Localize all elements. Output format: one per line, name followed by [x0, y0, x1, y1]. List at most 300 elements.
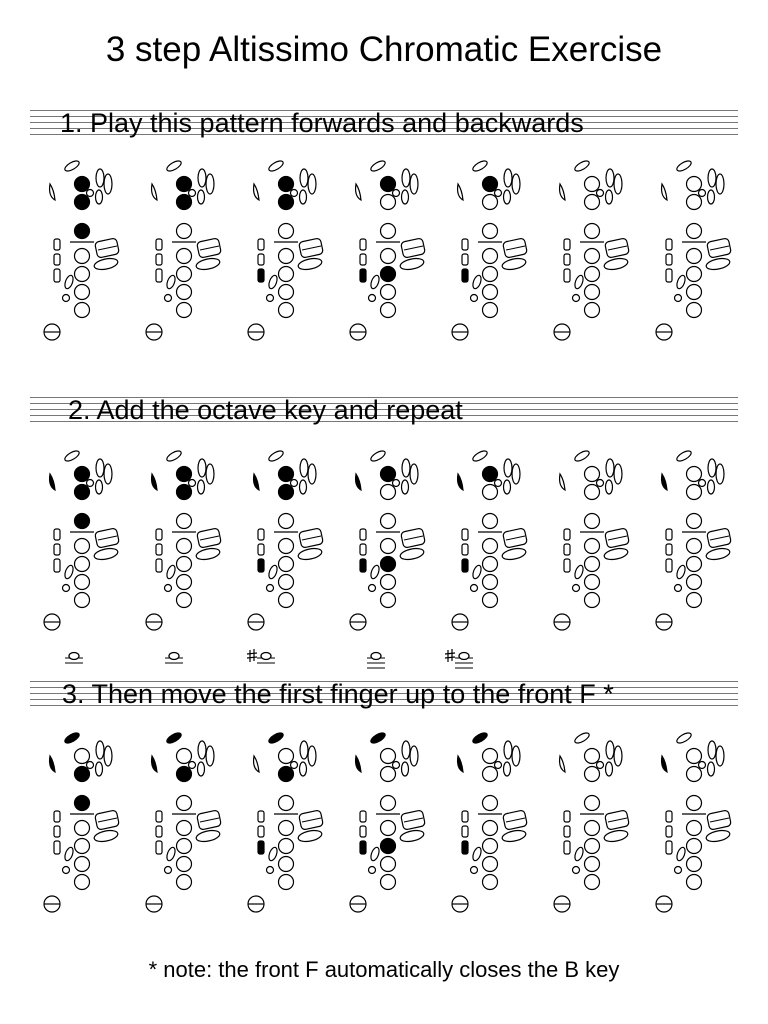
left-3-key [177, 224, 192, 239]
note-symbol [354, 646, 394, 676]
side-e-key [462, 811, 468, 822]
side-c-upper-key [462, 254, 468, 265]
side-c-upper-key [156, 254, 162, 265]
right-3-key [483, 285, 498, 300]
side-c-upper-key [258, 254, 264, 265]
right-4-key [381, 303, 396, 318]
right-4-key [75, 593, 90, 608]
palm-eb-key [410, 464, 418, 484]
right-4-key [687, 875, 702, 890]
sharp-sign [445, 649, 455, 662]
right-1-key [75, 821, 90, 836]
right-1-key [279, 539, 294, 554]
low-c-key [369, 867, 376, 874]
right-3-key [177, 857, 192, 872]
note-head [69, 653, 79, 660]
left-1-key [381, 749, 396, 764]
right-3-key [483, 857, 498, 872]
side-fsharp-key [369, 846, 380, 862]
pinky-bb-key [501, 829, 527, 844]
side-e-key [54, 811, 60, 822]
side-c-upper-key [54, 544, 60, 555]
side-c-key [564, 841, 570, 854]
left-1-key [585, 467, 600, 482]
left-1-key [687, 467, 702, 482]
palm-d-key [606, 741, 614, 759]
side-c-key [360, 841, 366, 854]
bis-key [597, 190, 604, 197]
side-e-key [564, 811, 570, 822]
octave-key [254, 184, 259, 200]
front-f-key [63, 732, 80, 745]
side-c-upper-key [462, 826, 468, 837]
left-2-key [177, 195, 192, 210]
left-2-key [585, 485, 600, 500]
low-c-key [267, 867, 274, 874]
right-3-key [75, 285, 90, 300]
right-2-key [279, 557, 294, 572]
octave-key [458, 184, 463, 200]
right-4-key [585, 303, 600, 318]
side-c-key [462, 559, 468, 572]
palm-eb-key [308, 464, 316, 484]
left-2-key [279, 767, 294, 782]
front-f-key [471, 450, 488, 463]
right-2-key [177, 267, 192, 282]
side-c-upper-key [564, 826, 570, 837]
octave-key [560, 184, 565, 200]
side-fsharp-key [369, 274, 380, 290]
right-4-key [687, 593, 702, 608]
side-c-key [360, 269, 366, 282]
octave-key [458, 756, 463, 772]
note-head [371, 653, 381, 660]
right-4-key [177, 875, 192, 890]
right-1-key [483, 539, 498, 554]
right-1-key [585, 539, 600, 554]
side-fsharp-key [471, 564, 482, 580]
left-3-key [687, 224, 702, 239]
left-3-key [381, 514, 396, 529]
section-1-title: 1. Play this pattern forwards and backwards [60, 108, 584, 138]
palm-f-key [606, 190, 613, 204]
right-4-key [483, 303, 498, 318]
section-2-title: 2. Add the octave key and repeat [68, 395, 463, 425]
fingering-diagram [550, 160, 630, 350]
low-c-key [675, 295, 682, 302]
right-1-key [381, 539, 396, 554]
side-c-upper-key [666, 826, 672, 837]
right-1-key [381, 821, 396, 836]
right-2-key [585, 839, 600, 854]
palm-d-key [402, 459, 410, 477]
palm-d-key [300, 459, 308, 477]
fingering-diagram [244, 732, 324, 922]
fingering-diagram [142, 160, 222, 350]
right-4-key [483, 593, 498, 608]
palm-d-key [96, 741, 104, 759]
palm-f-key [708, 762, 715, 776]
side-c-key [258, 559, 264, 572]
right-2-key [585, 557, 600, 572]
bis-key [189, 480, 196, 487]
right-3-key [687, 575, 702, 590]
bis-key [393, 190, 400, 197]
octave-key [254, 474, 259, 490]
octave-key [152, 184, 157, 200]
pinky-bb-key [399, 829, 425, 844]
low-c-key [267, 295, 274, 302]
left-3-key [279, 796, 294, 811]
side-c-upper-key [156, 826, 162, 837]
pinky-bb-key [501, 547, 527, 562]
right-1-key [585, 821, 600, 836]
side-fsharp-key [267, 564, 278, 580]
left-1-key [279, 467, 294, 482]
right-3-key [585, 857, 600, 872]
palm-f-key [504, 190, 511, 204]
front-f-key [675, 450, 692, 463]
right-2-key [687, 839, 702, 854]
side-c-upper-key [360, 254, 366, 265]
low-c-key [165, 867, 172, 874]
palm-f-key [504, 762, 511, 776]
palm-d-key [708, 741, 716, 759]
pinky-bb-key [93, 829, 119, 844]
side-c-upper-key [360, 826, 366, 837]
right-2-key [279, 267, 294, 282]
octave-key [152, 756, 157, 772]
front-f-key [369, 732, 386, 745]
right-1-key [279, 249, 294, 264]
left-1-key [483, 467, 498, 482]
left-1-key [75, 467, 90, 482]
palm-eb-key [206, 464, 214, 484]
palm-f-key [504, 480, 511, 494]
bis-key [189, 762, 196, 769]
side-c-upper-key [258, 826, 264, 837]
left-3-key [585, 514, 600, 529]
fingering-diagram [652, 450, 732, 640]
octave-key [50, 756, 55, 772]
side-e-key [462, 529, 468, 540]
palm-d-key [504, 741, 512, 759]
octave-key [356, 756, 361, 772]
palm-f-key [708, 190, 715, 204]
left-2-key [381, 767, 396, 782]
right-3-key [279, 857, 294, 872]
low-c-key [471, 867, 478, 874]
octave-key [458, 474, 463, 490]
side-e-key [258, 811, 264, 822]
left-2-key [381, 195, 396, 210]
right-2-key [687, 267, 702, 282]
right-1-key [687, 249, 702, 264]
right-1-key [75, 539, 90, 554]
palm-d-key [96, 459, 104, 477]
section-2-header [30, 393, 738, 427]
octave-key [662, 474, 667, 490]
left-2-key [75, 485, 90, 500]
left-1-key [483, 177, 498, 192]
left-3-key [177, 796, 192, 811]
right-4-key [279, 875, 294, 890]
side-fsharp-key [165, 274, 176, 290]
left-1-key [687, 177, 702, 192]
fingering-diagram [244, 160, 324, 350]
left-2-key [279, 485, 294, 500]
right-2-key [381, 557, 396, 572]
side-fsharp-key [573, 274, 584, 290]
side-c-key [54, 269, 60, 282]
side-e-key [54, 239, 60, 250]
palm-d-key [300, 741, 308, 759]
right-1-key [687, 821, 702, 836]
palm-eb-key [206, 746, 214, 766]
left-1-key [483, 749, 498, 764]
side-e-key [258, 529, 264, 540]
side-e-key [156, 529, 162, 540]
side-e-key [360, 529, 366, 540]
left-3-key [483, 514, 498, 529]
pinky-bb-key [603, 829, 629, 844]
octave-key [356, 184, 361, 200]
side-c-key [156, 559, 162, 572]
left-3-key [483, 796, 498, 811]
note-symbol [244, 646, 284, 676]
right-1-key [279, 821, 294, 836]
left-3-key [279, 514, 294, 529]
fingering-diagram [652, 732, 732, 922]
front-f-key [63, 450, 80, 463]
pinky-bb-key [195, 547, 221, 562]
left-1-key [75, 177, 90, 192]
low-c-key [165, 585, 172, 592]
right-1-key [177, 539, 192, 554]
front-f-key [471, 160, 488, 173]
left-2-key [75, 195, 90, 210]
palm-d-key [606, 459, 614, 477]
left-2-key [75, 767, 90, 782]
side-fsharp-key [471, 274, 482, 290]
right-3-key [75, 857, 90, 872]
low-c-key [675, 585, 682, 592]
side-c-key [258, 269, 264, 282]
side-c-key [666, 269, 672, 282]
right-3-key [177, 285, 192, 300]
left-2-key [585, 195, 600, 210]
bis-key [495, 762, 502, 769]
octave-key [662, 756, 667, 772]
right-2-key [483, 557, 498, 572]
side-fsharp-key [573, 846, 584, 862]
low-c-key [267, 585, 274, 592]
front-f-key [573, 450, 590, 463]
low-c-key [471, 295, 478, 302]
palm-f-key [198, 480, 205, 494]
note-symbol [442, 646, 482, 676]
palm-eb-key [614, 746, 622, 766]
palm-d-key [402, 169, 410, 187]
side-c-key [666, 559, 672, 572]
note-head [459, 653, 469, 660]
low-c-key [369, 295, 376, 302]
side-c-upper-key [462, 544, 468, 555]
front-f-key [165, 160, 182, 173]
side-fsharp-key [675, 274, 686, 290]
low-c-key [63, 295, 70, 302]
section-3-header [30, 677, 738, 711]
note-head [261, 653, 271, 660]
palm-eb-key [410, 746, 418, 766]
side-c-key [564, 269, 570, 282]
right-3-key [585, 285, 600, 300]
fingering-diagram [652, 160, 732, 350]
bis-key [393, 762, 400, 769]
left-2-key [177, 485, 192, 500]
left-3-key [687, 796, 702, 811]
pinky-bb-key [501, 257, 527, 272]
side-e-key [666, 529, 672, 540]
left-3-key [381, 224, 396, 239]
side-fsharp-key [267, 274, 278, 290]
side-e-key [258, 239, 264, 250]
side-e-key [156, 239, 162, 250]
side-c-key [54, 559, 60, 572]
right-4-key [687, 303, 702, 318]
low-c-key [573, 867, 580, 874]
bis-key [87, 190, 94, 197]
front-f-key [573, 732, 590, 745]
octave-key [356, 474, 361, 490]
left-3-key [279, 224, 294, 239]
palm-f-key [96, 762, 103, 776]
side-fsharp-key [675, 564, 686, 580]
palm-f-key [402, 190, 409, 204]
right-2-key [687, 557, 702, 572]
palm-eb-key [614, 464, 622, 484]
palm-f-key [96, 480, 103, 494]
pinky-bb-key [705, 257, 731, 272]
side-c-key [258, 841, 264, 854]
right-4-key [177, 303, 192, 318]
left-1-key [75, 749, 90, 764]
low-c-key [165, 295, 172, 302]
palm-eb-key [206, 174, 214, 194]
palm-f-key [300, 190, 307, 204]
fingering-diagram [550, 732, 630, 922]
octave-key [50, 184, 55, 200]
side-e-key [564, 239, 570, 250]
bis-key [87, 762, 94, 769]
right-4-key [381, 593, 396, 608]
left-2-key [585, 767, 600, 782]
left-2-key [483, 195, 498, 210]
right-4-key [279, 593, 294, 608]
left-2-key [687, 767, 702, 782]
side-c-key [156, 269, 162, 282]
palm-eb-key [104, 746, 112, 766]
bis-key [87, 480, 94, 487]
palm-f-key [198, 190, 205, 204]
pinky-bb-key [297, 257, 323, 272]
note-head [169, 653, 179, 660]
right-3-key [483, 575, 498, 590]
side-c-key [360, 559, 366, 572]
left-2-key [687, 195, 702, 210]
section-3-title: 3. Then move the first finger up to the front F * [62, 679, 614, 709]
left-3-key [177, 514, 192, 529]
right-4-key [381, 875, 396, 890]
note-symbol [152, 646, 192, 676]
palm-eb-key [308, 746, 316, 766]
pinky-bb-key [705, 547, 731, 562]
palm-eb-key [614, 174, 622, 194]
bis-key [699, 190, 706, 197]
front-f-key [675, 732, 692, 745]
front-f-key [165, 732, 182, 745]
side-c-key [462, 841, 468, 854]
fingering-diagram [40, 450, 120, 640]
fingering-diagram [244, 450, 324, 640]
palm-f-key [606, 762, 613, 776]
pinky-bb-key [93, 257, 119, 272]
right-2-key [381, 839, 396, 854]
side-c-upper-key [564, 254, 570, 265]
page-title: 3 step Altissimo Chromatic Exercise [105, 30, 663, 69]
side-e-key [156, 811, 162, 822]
left-1-key [585, 177, 600, 192]
side-fsharp-key [63, 564, 74, 580]
pinky-bb-key [399, 257, 425, 272]
side-c-key [156, 841, 162, 854]
right-1-key [177, 249, 192, 264]
pinky-bb-key [93, 547, 119, 562]
fingering-diagram [550, 450, 630, 640]
bis-key [189, 190, 196, 197]
octave-key [254, 756, 259, 772]
low-c-key [573, 585, 580, 592]
palm-eb-key [512, 746, 520, 766]
left-1-key [177, 749, 192, 764]
fingering-diagram [346, 160, 426, 350]
footnote: * note: the front F automatically closes the B key [148, 957, 620, 982]
right-4-key [279, 303, 294, 318]
right-3-key [381, 285, 396, 300]
front-f-key [675, 160, 692, 173]
side-c-key [564, 559, 570, 572]
palm-d-key [708, 169, 716, 187]
side-c-upper-key [156, 544, 162, 555]
side-fsharp-key [63, 274, 74, 290]
pinky-bb-key [603, 257, 629, 272]
side-e-key [360, 811, 366, 822]
left-2-key [483, 485, 498, 500]
palm-d-key [96, 169, 104, 187]
low-c-key [63, 867, 70, 874]
right-2-key [177, 839, 192, 854]
palm-eb-key [512, 464, 520, 484]
bis-key [597, 480, 604, 487]
right-2-key [483, 267, 498, 282]
right-2-key [381, 267, 396, 282]
bis-key [393, 480, 400, 487]
palm-f-key [300, 762, 307, 776]
left-3-key [687, 514, 702, 529]
left-1-key [687, 749, 702, 764]
palm-f-key [96, 190, 103, 204]
front-f-key [267, 450, 284, 463]
